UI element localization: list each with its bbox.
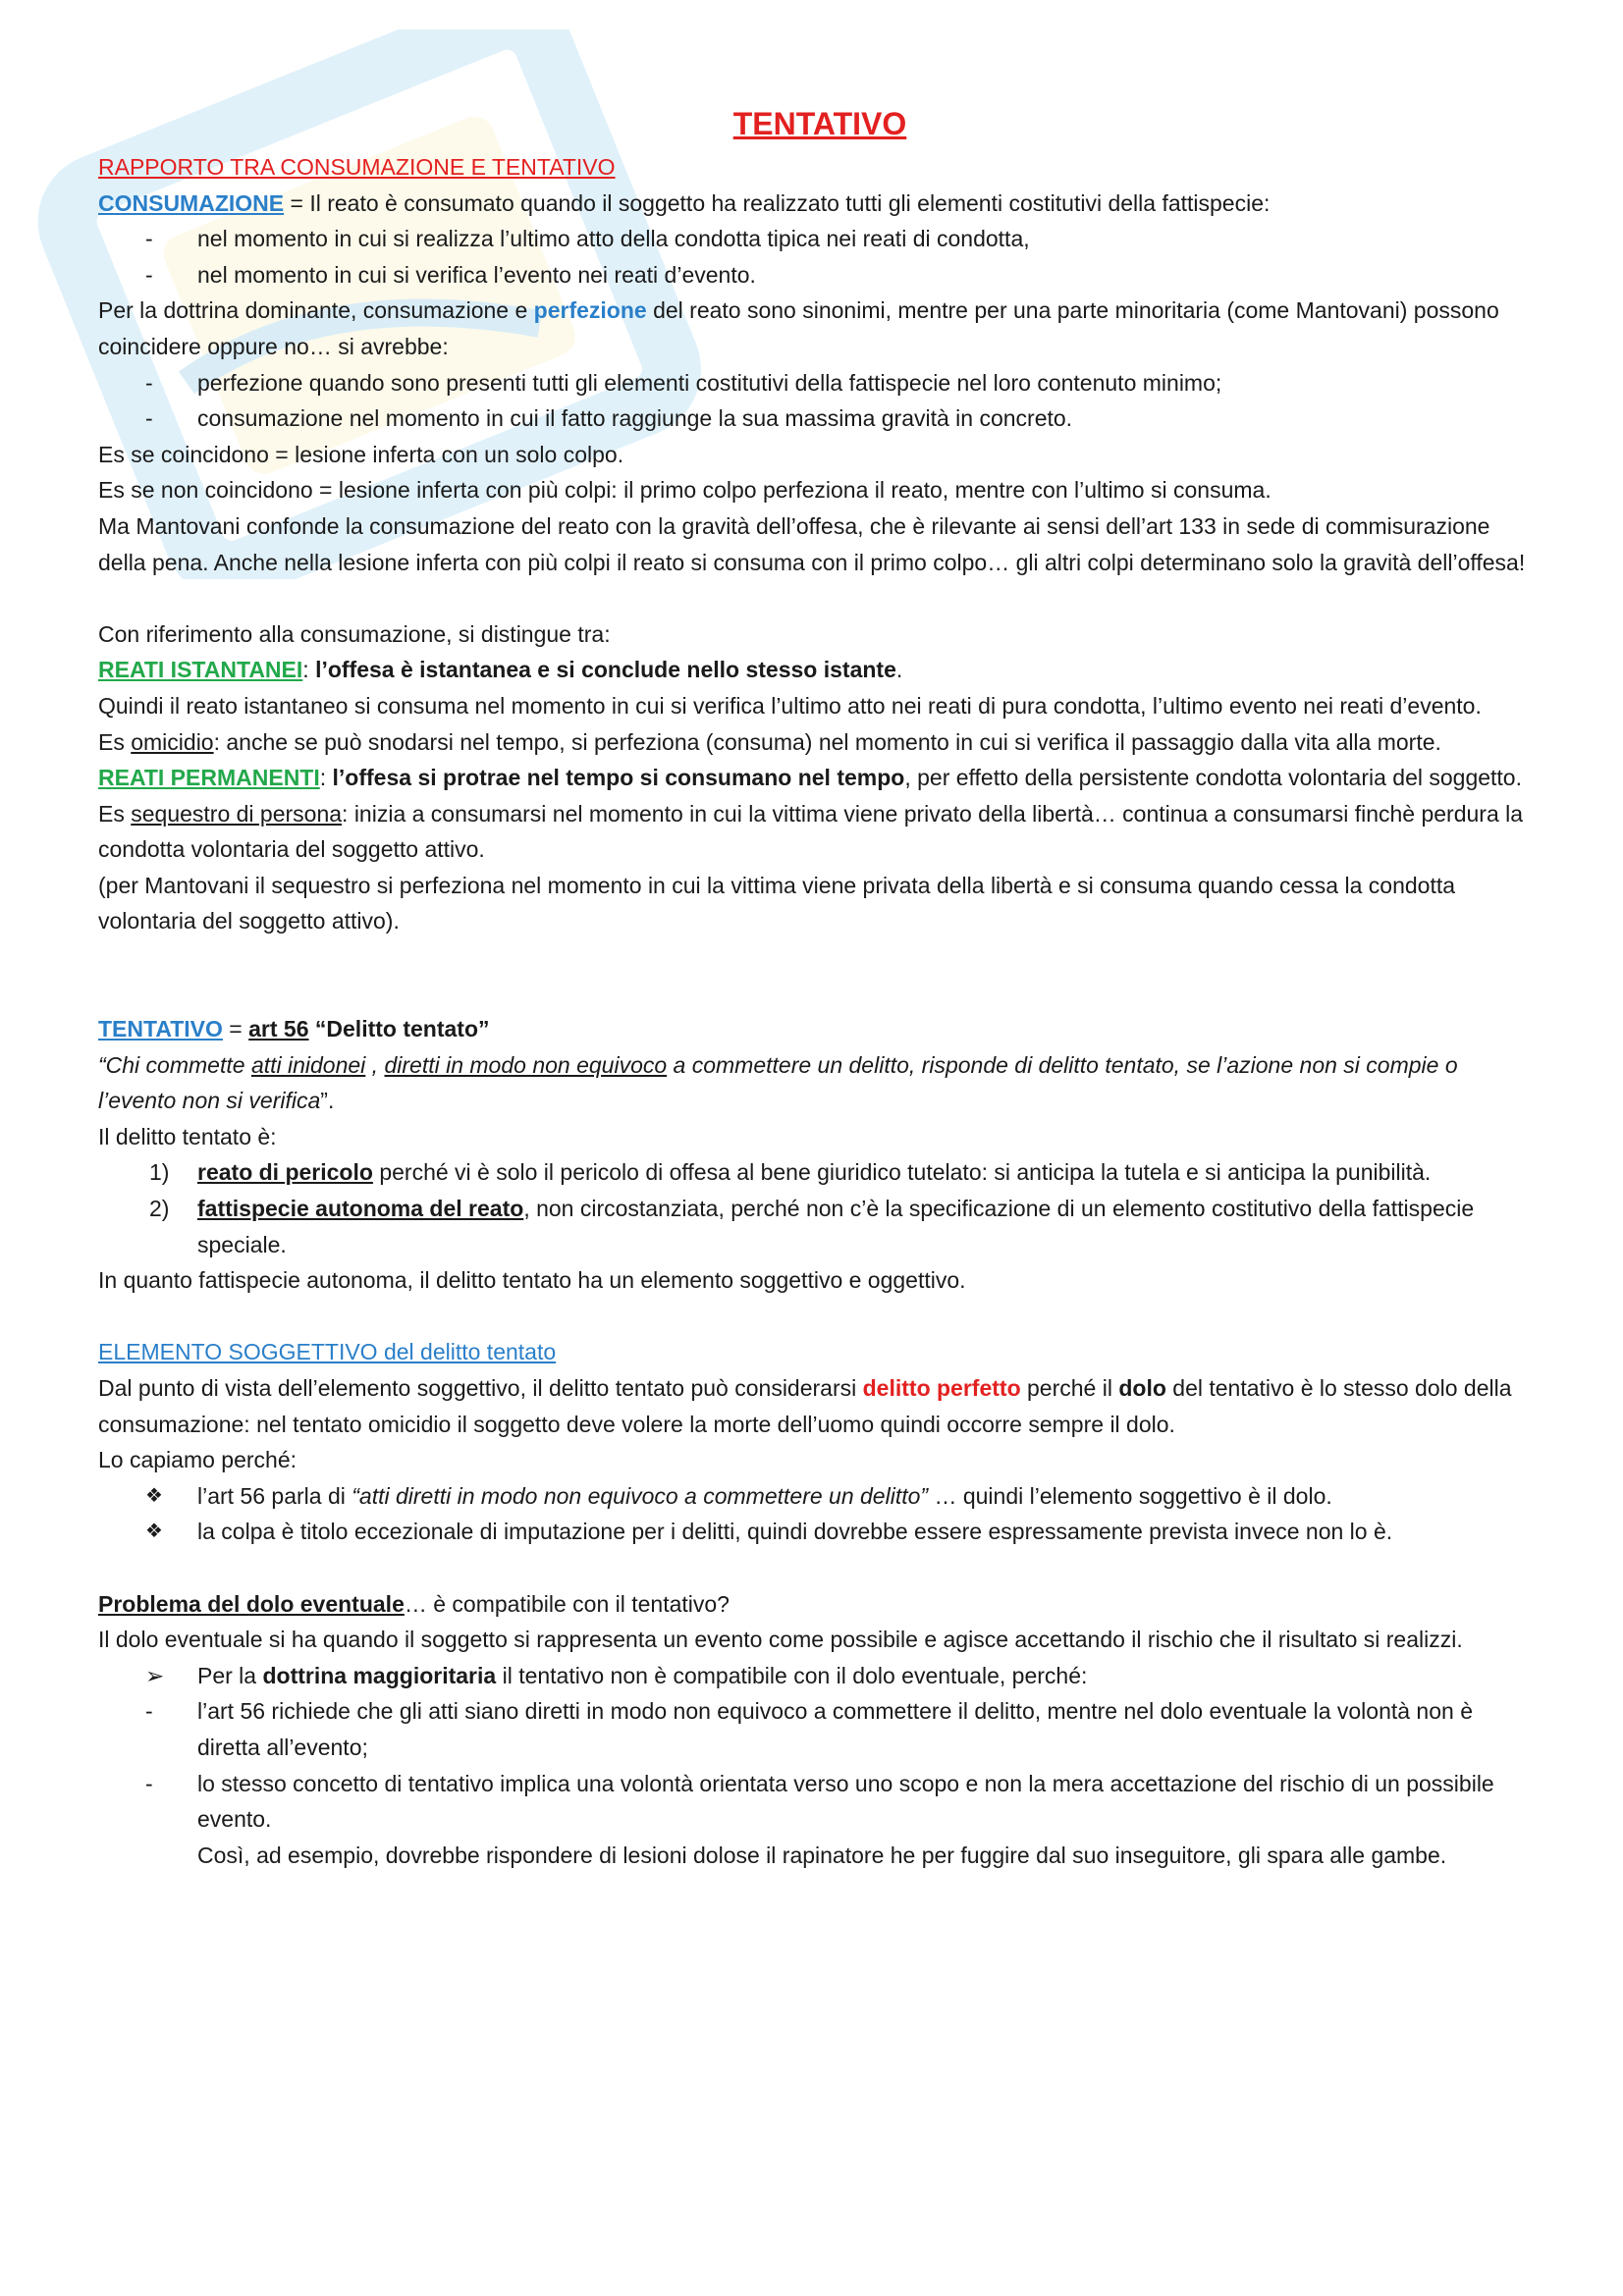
article-quote: “Chi commette atti inidonei , diretti in modo non equivoco a commettere un delitto, risponde di delitto tentato, se l’azione non si compie o l’evento non si verifica”. (98, 1051, 1458, 1114)
list-item: - nel momento in cui si realizza l’ultimo atto della condotta tipica nei reati di condotta, (145, 226, 1030, 252)
list-item: ❖ la colpa è titolo eccezionale di imputazione per i delitti, quindi dovrebbe essere espressamente prevista invece non lo è. (98, 1514, 1542, 1550)
section-heading-dolo-eventuale: Problema del dolo eventuale (98, 1590, 405, 1617)
paragraph-es2: Es se non coincidono = lesione inferta con più colpi: il primo colpo perfeziona il reato, mentre con l’ultimo si consuma. (98, 477, 1271, 504)
article-ref: art 56 (248, 1016, 309, 1042)
document-page (98, 98, 1542, 1873)
paragraph-dolo-eventuale-heading: Problema del dolo eventuale… è compatibile con il tentativo? (98, 1590, 730, 1617)
term-consumazione: CONSUMAZIONE (98, 189, 285, 216)
paragraph-omicidio: Es omicidio: anche se può snodarsi nel tempo, si perfeziona (consuma) nel momento in cui si verifica il passaggio dalla vita alla morte. (98, 728, 1441, 755)
list-item: - lo stesso concetto di tentativo implica una volontà orientata verso uno scopo e non la mera accettazione del rischio di un possibile evento. Così, ad esempio, dovrebbe rispondere di lesioni dolose il rapinatore he per fuggire dal suo inseguitore, gli spara alle gambe. (145, 1770, 1494, 1868)
term-perfezione: perfezione (533, 297, 647, 324)
paragraph-istantanei: REATI ISTANTANEI: l’offesa è istantanea e si conclude nello stesso istante. (98, 657, 903, 683)
list-item: - l’art 56 richiede che gli atti siano diretti in modo non equivoco a commettere il delitto, mentre nel dolo eventuale la volontà non è diretta all’evento; (145, 1698, 1473, 1760)
paragraph-tentativo-def: TENTATIVO = art 56 “Delitto tentato” (98, 1016, 490, 1042)
paragraph-permanenti: REATI PERMANENTI: l’offesa si protrae nel tempo si consumano nel tempo, per effetto della persistente condotta volontaria del soggetto. (98, 765, 1522, 791)
motivi-list (98, 1693, 1542, 1873)
paragraph-consumazione: CONSUMAZIONE = Il reato è consumato quando il soggetto ha realizzato tutti gli elementi costitutivi della fattispecie: (98, 189, 1271, 216)
paragraph-mantovani: Ma Mantovani confonde la consumazione del reato con la gravità dell’offesa, che è rilevante ai sensi dell’art 133 in sede di commisurazione della pena. Anche nella lesione inferta con più colpi il reato si consuma con il primo colpo… gli altri colpi determinano solo la gravità dell’offesa! (98, 512, 1526, 575)
list-item: ➢ Per la dottrina maggioritaria il tentativo non è compatibile con il dolo eventuale, perché: (98, 1658, 1542, 1694)
paragraph-sequestro: Es sequestro di persona: inizia a consumarsi nel momento in cui la vittima viene privato della libertà… continua a consumarsi finchè perdura la condotta volontaria del soggetto attivo. (98, 800, 1524, 863)
paragraph-sequestro-note: (per Mantovani il sequestro si perfeziona nel momento in cui la vittima viene privata della libertà e si consuma quando cessa la condotta volontaria del soggetto attivo). (98, 872, 1456, 934)
term-delitto-perfetto: delitto perfetto (862, 1375, 1021, 1401)
paragraph-es1: Es se coincidono = lesione inferta con un solo colpo. (98, 441, 624, 467)
paragraph-capiamo: Lo capiamo perché: (98, 1447, 298, 1473)
paragraph-dottrina: Per la dottrina dominante, consumazione e perfezione del reato sono sinonimi, mentre per una parte minoritaria (come Mantovani) possono coincidere oppure no… si avrebbe: (98, 297, 1499, 359)
list-item: - perfezione quando sono presenti tutti gli elementi costitutivi della fattispecie nel loro contenuto minimo; (145, 369, 1222, 396)
diamond-bullet-icon: ❖ (145, 1521, 163, 1543)
paragraph-autonoma: In quanto fattispecie autonoma, il delitto tentato ha un elemento soggettivo e oggettivo. (98, 1267, 966, 1294)
perfezione-list (98, 365, 1542, 437)
capiamo-list (98, 1478, 1542, 1550)
diamond-bullet-icon: ❖ (145, 1484, 163, 1507)
consumazione-list (98, 221, 1542, 293)
list-item: - consumazione nel momento in cui il fatto raggiunge la sua massima gravità in concreto. (145, 405, 1073, 432)
list-item: 2) fattispecie autonoma del reato, non circostanziata, perché non c’è la specificazione di un elemento costitutivo della fattispecie speciale. (149, 1196, 1475, 1257)
list-item: 1) reato di pericolo perché vi è solo il pericolo di offesa al bene giuridico tutelato: si anticipa la tutela e si anticipa la punibilità. (149, 1159, 1432, 1186)
paragraph-dolo-eventuale-def: Il dolo eventuale si ha quando il soggetto si rappresenta un evento come possibile e agisce accettando il rischio che il risultato si realizzi. (98, 1627, 1463, 1653)
paragraph-intro: Con riferimento alla consumazione, si distingue tra: (98, 620, 611, 647)
paragraph-istantaneo-text: Quindi il reato istantaneo si consuma nel momento in cui si verifica l’ultimo atto nei reati di pura condotta, l’ultimo evento nei reati d’evento. (98, 692, 1482, 719)
term-reati-permanenti: REATI PERMANENTI (98, 765, 320, 791)
dottrina-list (98, 1658, 1542, 1694)
section-heading-rapporto: RAPPORTO TRA CONSUMAZIONE E TENTATIVO (98, 154, 616, 180)
term-tentativo: TENTATIVO (98, 1016, 223, 1042)
list-item: - nel momento in cui si verifica l’evento nei reati d’evento. (145, 261, 756, 288)
section-heading-elemento-soggettivo: ELEMENTO SOGGETTIVO del delitto tentato (98, 1339, 557, 1365)
paragraph-delitto-e: Il delitto tentato è: (98, 1123, 277, 1149)
delitto-list (98, 1154, 1542, 1262)
list-item: ❖ l’art 56 parla di “atti diretti in modo non equivoco a commettere un delitto” … quindi l’elemento soggettivo è il dolo. (98, 1478, 1542, 1515)
arrow-bullet-icon: ➢ (145, 1662, 165, 1688)
paragraph-elemento-soggettivo: Dal punto di vista dell’elemento soggettivo, il delitto tentato può considerarsi delitto perfetto perché il dolo del tentativo è lo stesso dolo della consumazione: nel tentato omicidio il soggetto deve volere la morte dell’uomo quindi occorre sempre il dolo. (98, 1375, 1512, 1437)
term-reati-istantanei: REATI ISTANTANEI (98, 657, 303, 683)
page-title: TENTATIVO (732, 106, 907, 141)
